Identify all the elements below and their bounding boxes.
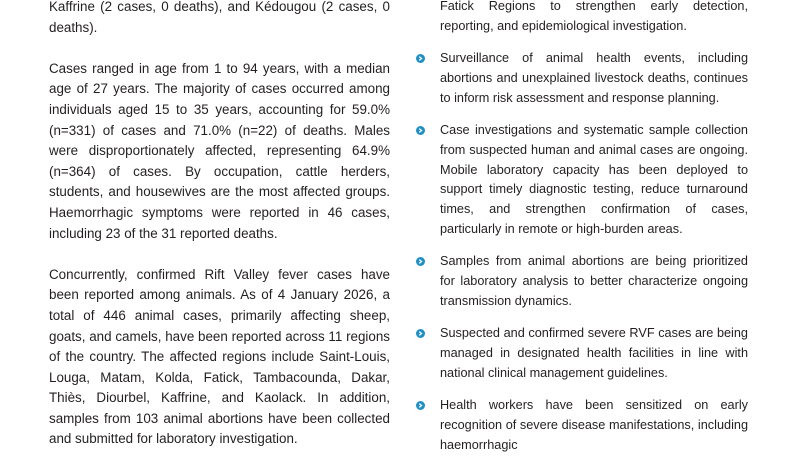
paragraph-regions-continuation: Kaffrine (2 cases, 0 deaths), and Kédougou (2 cases, 0 deaths). <box>49 0 390 35</box>
bullet-item <box>416 396 748 455</box>
bullet-continuation-text: Fatick Regions to strengthen early detection, reporting, and epidemiological investigation. <box>440 0 748 33</box>
chevron-right-icon <box>416 54 425 63</box>
bullet-text: Health workers have been sensitized on early recognition of severe disease manifestations, including haemorrhagic <box>440 398 748 452</box>
chevron-right-icon <box>416 257 425 266</box>
paragraph-demographics: Cases ranged in age from 1 to 94 years, with a median age of 27 years. The majority of cases occurred among individuals aged 15 to 35 years, accounting for 59.0% (n=331) of cases and 71.0% (n=22) of deaths. Males were disproportionately affected, representing 64.9% (n=364) of cases. By occupation, cattle herders, students, and housewives are the most affected groups. Haemorrhagic symptoms were reported in 46 cases, including 23 of the 31 reported deaths. <box>49 60 390 241</box>
bullet-item <box>416 252 748 311</box>
bullet-item <box>416 324 748 383</box>
paragraph-animal-cases: Concurrently, confirmed Rift Valley fever cases have been reported among animals. As of 4 January 2026, a total of 446 animal cases, primarily affecting sheep, goats, and camels, have been reported across 11 regions of the country. The affected regions include Saint-Louis, Louga, Matam, Kolda, Fatick, Tambacounda, Dakar, Thiès, Diourbel, Kaffrine, and Kaolack. In addition, samples from 103 animal abortions have been collected and submitted for laboratory investigation. <box>49 266 390 447</box>
bullet-text: Surveillance of animal health events, including abortions and unexplained livestock deaths, continues to inform risk assessment and response planning. <box>440 51 748 105</box>
left-column <box>49 0 390 471</box>
bullet-text: Case investigations and systematic sample collection from suspected human and animal cases are ongoing. Mobile laboratory capacity has been deployed to support timely diagnostic testing, reduce turnaround times, and strengthen confirmation of cases, particularly in remote or high-burden areas. <box>440 122 748 236</box>
bullet-text: Suspected and confirmed severe RVF cases are being managed in designated health facilities in line with national clinical management guidelines. <box>440 326 748 380</box>
bullet-item <box>416 49 748 108</box>
bullet-item <box>416 121 748 240</box>
chevron-right-icon <box>416 126 425 135</box>
right-column <box>416 0 748 468</box>
bullet-text: Samples from animal abortions are being prioritized for laboratory analysis to better characterize ongoing transmission dynamics. <box>440 254 748 308</box>
chevron-right-icon <box>416 401 425 410</box>
chevron-right-icon <box>416 329 425 338</box>
bullet-continuation <box>416 0 748 37</box>
